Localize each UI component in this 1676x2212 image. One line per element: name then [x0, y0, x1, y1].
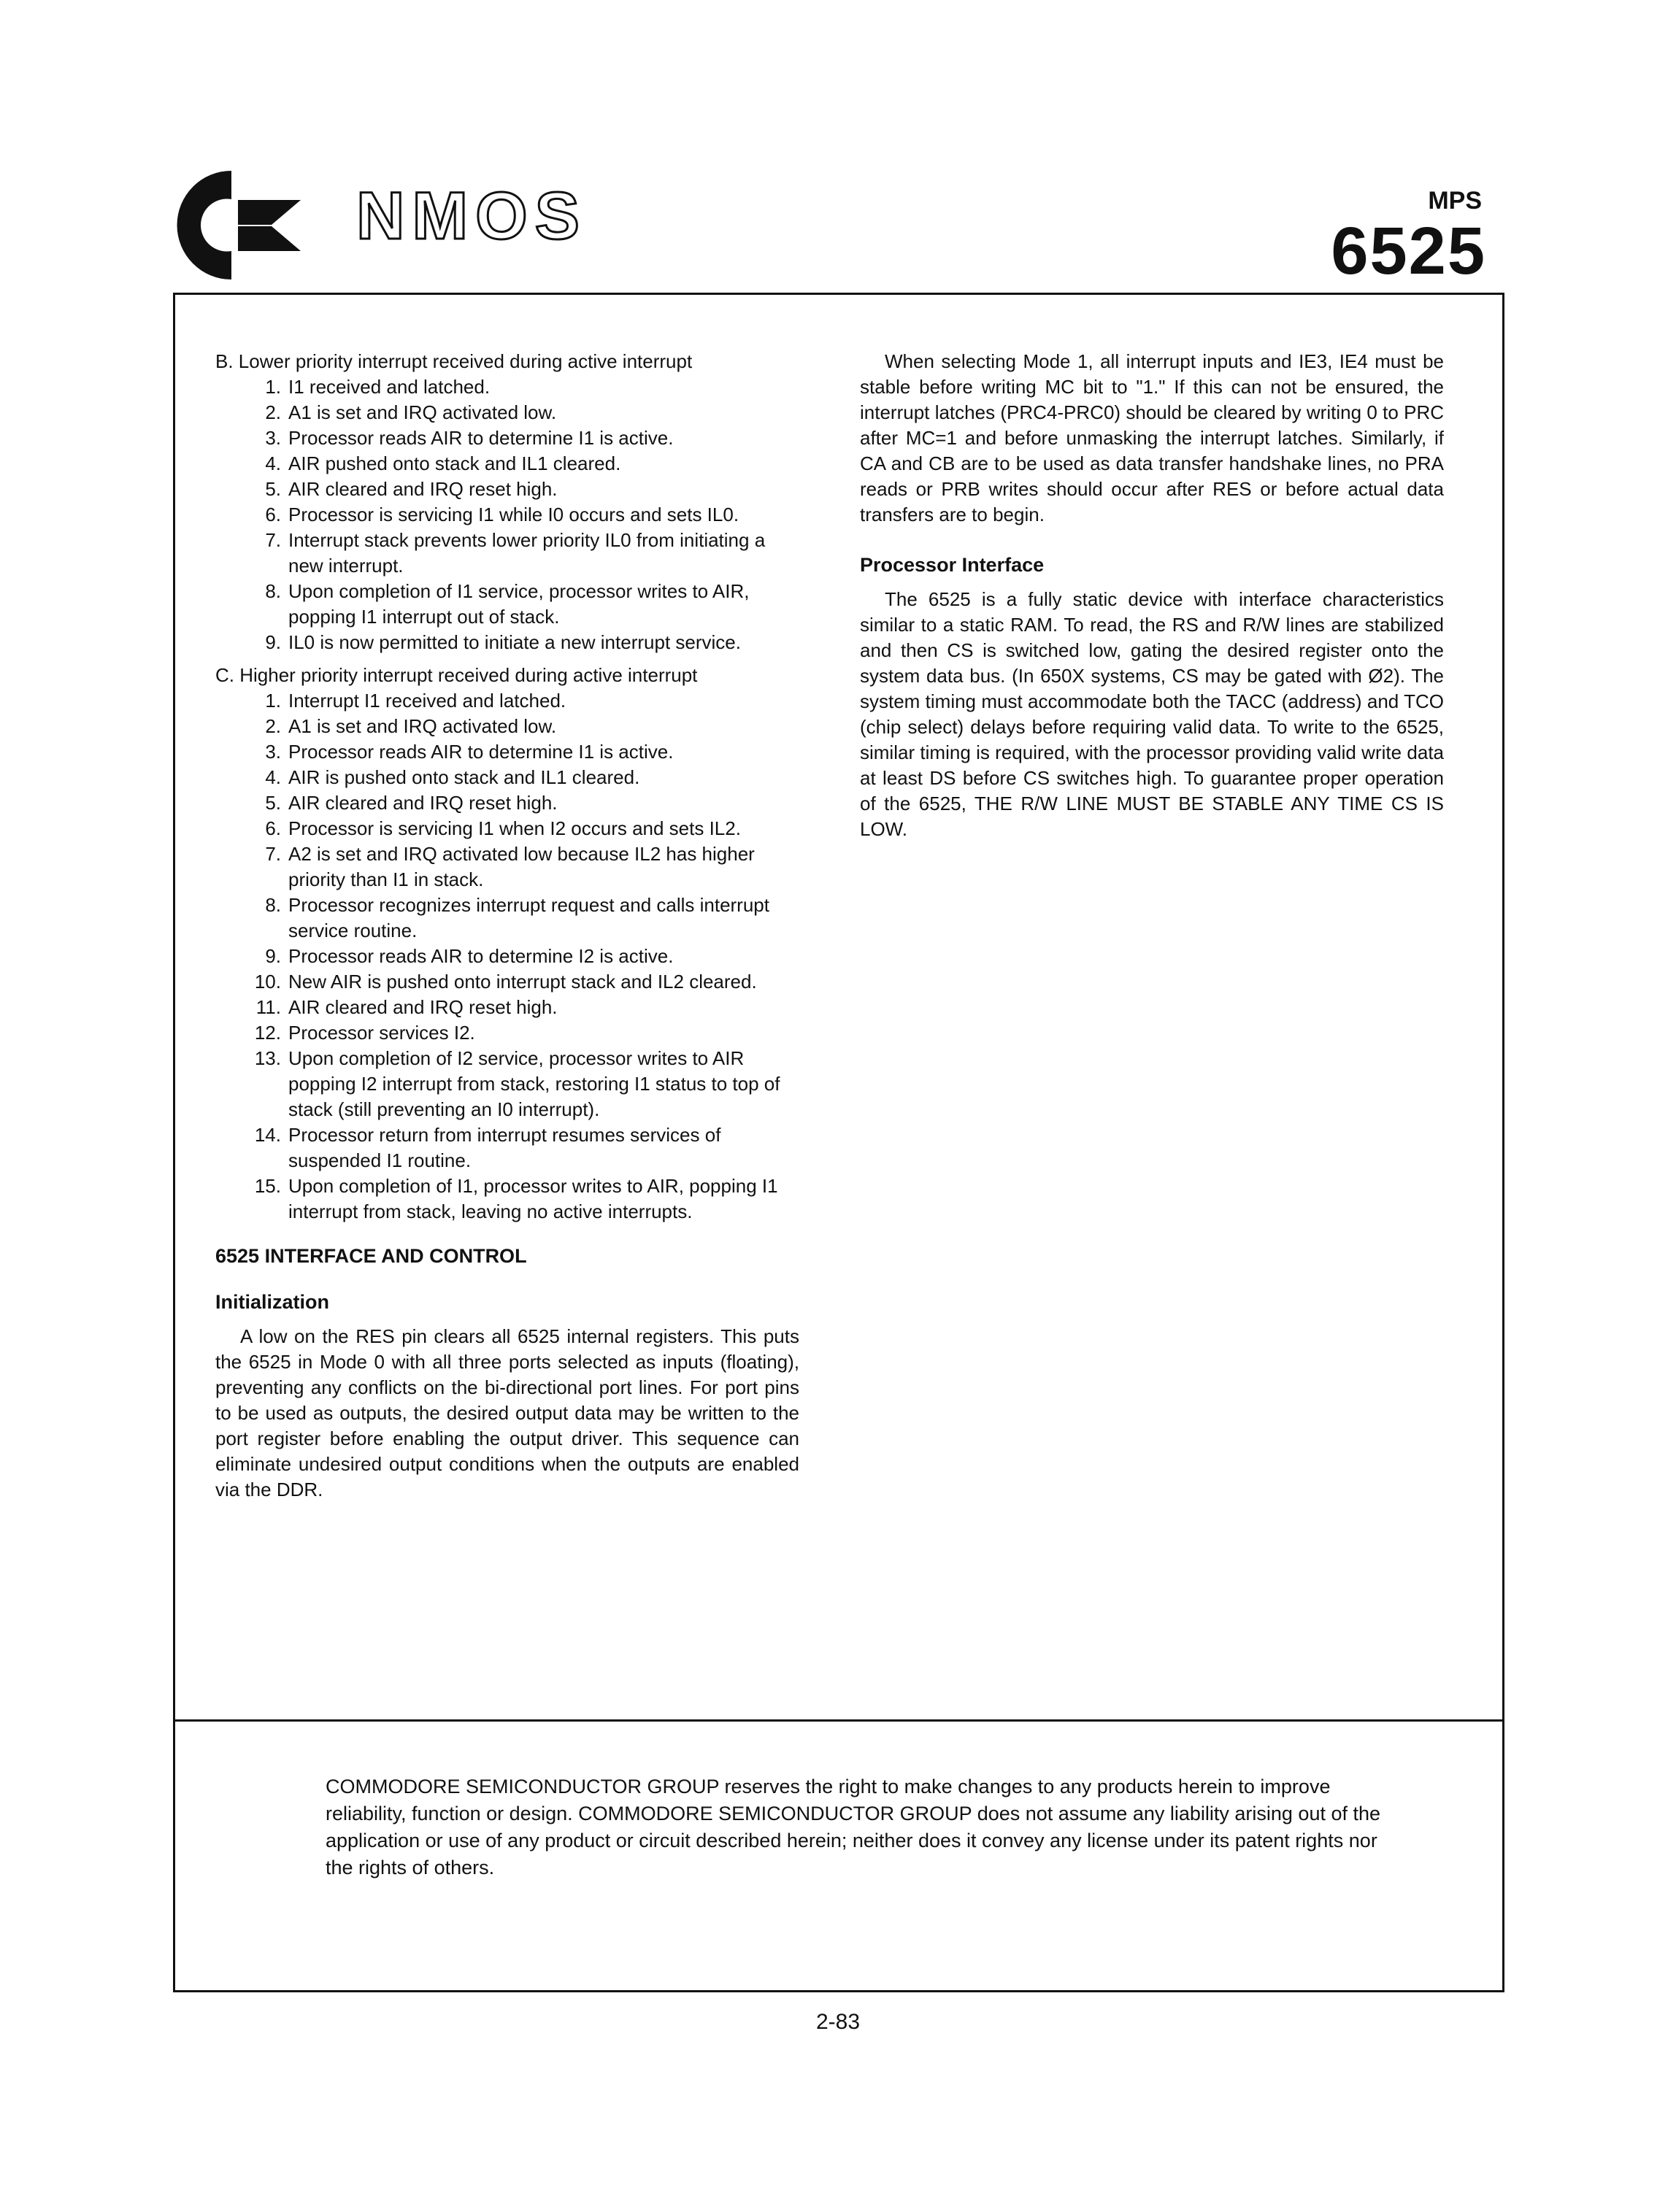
interface-heading: 6525 INTERFACE AND CONTROL — [215, 1245, 527, 1267]
list-item — [256, 739, 799, 765]
step-text: A2 is set and IRQ activated low because IL2 has higher priority than I1 in stack. — [288, 843, 755, 890]
list-item — [256, 502, 799, 528]
list-item — [256, 1174, 799, 1225]
step-text: AIR is pushed onto stack and IL1 cleared. — [288, 766, 640, 788]
step-number: 6. — [265, 504, 281, 525]
step-number: 9. — [265, 631, 281, 653]
footer-disclaimer: COMMODORE SEMICONDUCTOR GROUP reserves the right to make changes to any products herein to improve reliability, function or design. COMMODORE SEMICONDUCTOR GROUP does not assume any liability arising out of the application or use of any product or circuit described herein; neither does it convey any license under its patent rights nor the rights of others. — [326, 1776, 1381, 1878]
step-text: Processor reads AIR to determine I2 is active. — [288, 945, 674, 967]
step-text: Processor is servicing I1 when I2 occurs and sets IL2. — [288, 817, 741, 839]
list-item — [256, 528, 799, 579]
list-item — [256, 630, 799, 655]
list-item — [256, 969, 799, 995]
init-paragraph: A low on the RES pin clears all 6525 internal registers. This puts the 6525 in Mode 0 with all three ports selected as inputs (floating), preventing any conflicts on the bi-directional port lines. For port pins to be used as outputs, the desired output data may be written to the port register before enabling the output driver. This sequence can eliminate undesired output conditions when the outputs are enabled via the DDR. — [215, 1325, 799, 1500]
list-item — [256, 451, 799, 477]
section-b-steps — [256, 374, 799, 655]
step-number: 12. — [254, 1022, 281, 1044]
list-item — [256, 477, 799, 502]
step-number: 11. — [255, 996, 281, 1018]
list-item — [256, 944, 799, 969]
step-number: 10. — [254, 971, 281, 993]
init-heading: Initialization — [215, 1291, 330, 1313]
step-number: 2. — [265, 401, 281, 423]
list-item — [256, 714, 799, 739]
step-text: Processor return from interrupt resumes services of suspended I1 routine. — [288, 1124, 721, 1171]
list-item — [256, 1122, 799, 1174]
step-text: Processor recognizes interrupt request and calls interrupt service routine. — [288, 894, 769, 941]
step-number: 4. — [265, 766, 281, 788]
step-number: 7. — [265, 843, 281, 865]
step-number: 3. — [265, 427, 281, 449]
step-text: Upon completion of I1 service, processor writes to AIR, popping I1 interrupt out of stack. — [288, 580, 750, 628]
step-text: AIR cleared and IRQ reset high. — [288, 478, 558, 500]
right-column — [860, 349, 1444, 867]
page-number: 2-83 — [815, 2010, 861, 2034]
processor-heading: Processor Interface — [860, 554, 1045, 576]
step-number: 13. — [254, 1047, 281, 1069]
step-number: 9. — [265, 945, 281, 967]
list-item — [256, 1020, 799, 1046]
step-text: A1 is set and IRQ activated low. — [288, 715, 557, 737]
step-number: 2. — [265, 715, 281, 737]
list-item — [256, 995, 799, 1020]
part-number: 6525 — [1331, 214, 1486, 288]
step-number: 7. — [265, 529, 281, 551]
step-number: 3. — [265, 741, 281, 763]
step-number: 4. — [265, 452, 281, 474]
list-item — [256, 688, 799, 714]
list-item — [256, 374, 799, 400]
step-number: 5. — [265, 478, 281, 500]
step-text: Upon completion of I1, processor writes to AIR, popping I1 interrupt from stack, leaving no active interrupts. — [288, 1175, 778, 1222]
step-number: 6. — [265, 817, 281, 839]
step-number: 1. — [265, 690, 281, 712]
step-number: 14. — [254, 1124, 281, 1146]
step-text: Interrupt stack prevents lower priority IL0 from initiating a new interrupt. — [288, 529, 766, 577]
step-text: Upon completion of I2 service, processor writes to AIR popping I2 interrupt from stack, restoring I1 status to top of stack (still preventing an I0 interrupt). — [288, 1047, 780, 1120]
section-b-label: B. Lower priority interrupt received during active interrupt — [215, 350, 693, 372]
step-text: I1 received and latched. — [288, 376, 491, 398]
nmos-brand-text: NMOS — [356, 179, 587, 253]
left-column — [215, 349, 799, 1503]
step-text: AIR cleared and IRQ reset high. — [288, 996, 558, 1018]
step-text: A1 is set and IRQ activated low. — [288, 401, 557, 423]
step-number: 1. — [265, 376, 281, 398]
step-text: Processor reads AIR to determine I1 is active. — [288, 741, 674, 763]
step-number: 15. — [254, 1175, 281, 1197]
step-text: Interrupt I1 received and latched. — [288, 690, 566, 712]
step-text: New AIR is pushed onto interrupt stack and IL2 cleared. — [288, 971, 757, 993]
list-item — [256, 790, 799, 816]
list-item — [256, 841, 799, 893]
step-text: Processor is servicing I1 while I0 occurs and sets IL0. — [288, 504, 739, 525]
list-item — [256, 1046, 799, 1122]
list-item — [256, 765, 799, 790]
step-text: Processor reads AIR to determine I1 is active. — [288, 427, 674, 449]
series-label: MPS — [1428, 187, 1482, 215]
mode-paragraph: When selecting Mode 1, all interrupt inputs and IE3, IE4 must be stable before writing MC bit to "1." If this can not be ensured, the interrupt latches (PRC4-PRC0) should be cleared by writing 0 to PRC after MC=1 and before unmasking the interrupt latches. Similarly, if CA and CB are to be used as data transfer handshake lines, no PRA reads or PRB writes should occur after RES or before actual data transfers are to begin. — [860, 350, 1444, 525]
step-number: 8. — [265, 580, 281, 602]
processor-paragraph: The 6525 is a fully static device with interface characteristics similar to a static RAM. To read, the RS and R/W lines are stabilized and then CS is switched low, gating the desired register onto the system data bus. (In 650X systems, CS may be gated with Ø2). The system timing must accommodate both the TACC (address) and TCO (chip select) delays before requiring valid data. To write to the 6525, similar timing is required, with the processor providing valid write data at least DS before CS switches high. To guarantee proper operation of the 6525, THE R/W LINE MUST BE STABLE ANY TIME CS IS LOW. — [860, 588, 1444, 840]
commodore-logo — [162, 165, 308, 285]
section-c-steps — [256, 688, 799, 1225]
step-text: AIR pushed onto stack and IL1 cleared. — [288, 452, 621, 474]
step-text: AIR cleared and IRQ reset high. — [288, 792, 558, 814]
list-item — [256, 400, 799, 425]
list-item — [256, 579, 799, 630]
step-number: 8. — [265, 894, 281, 916]
step-text: Processor services I2. — [288, 1022, 475, 1044]
list-item — [256, 816, 799, 841]
list-item — [256, 425, 799, 451]
list-item — [256, 893, 799, 944]
step-text: IL0 is now permitted to initiate a new interrupt service. — [288, 631, 741, 653]
section-c-label: C. Higher priority interrupt received during active interrupt — [215, 664, 698, 686]
step-number: 5. — [265, 792, 281, 814]
